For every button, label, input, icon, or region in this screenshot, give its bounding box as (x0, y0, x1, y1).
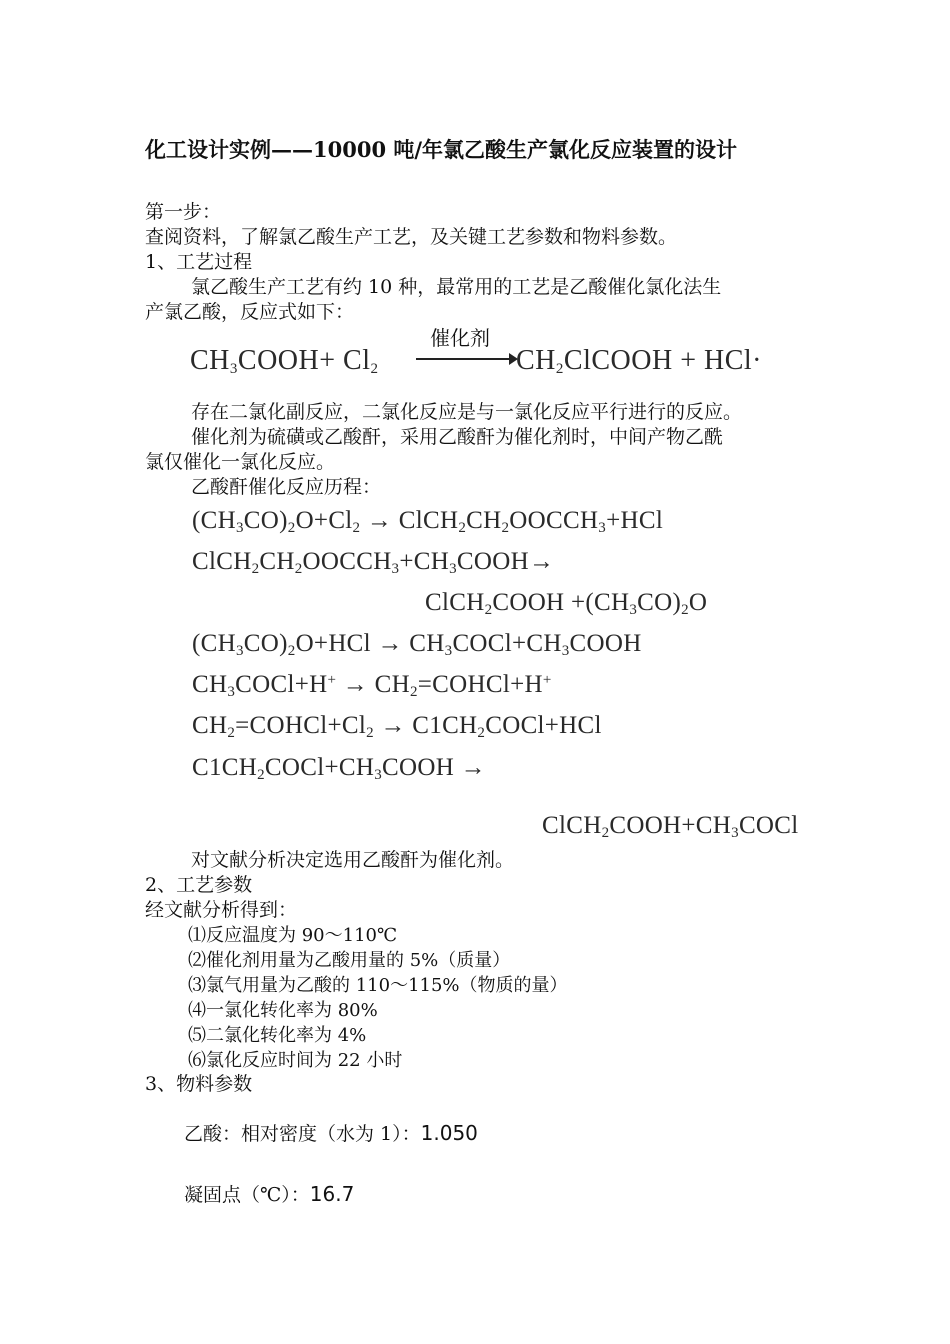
param-item: ⑹氯化反应时间为 22 小时 (188, 1050, 403, 1071)
material-density-value: 1.050 (420, 1121, 478, 1145)
material-density-row (184, 1120, 478, 1146)
paragraph-process-line2: 产氯乙酸，反应式如下： (145, 301, 355, 323)
freezing-point-value: 16.7 (309, 1182, 355, 1206)
param-item: ⑵催化剂用量为乙酸用量的 5%（质量） (188, 950, 511, 971)
mechanism-heading: 乙酸酐催化反应历程： (191, 476, 382, 498)
param-item: ⑷一氯化转化率为 80% (188, 1000, 378, 1021)
freezing-point-row (184, 1181, 354, 1207)
paragraph-catalyst-line1: 催化剂为硫磺或乙酸酐，采用乙酸酐为催化剂时，中间产物乙酰 (191, 426, 724, 448)
mechanism-equation-4: $CH_3COCl+H^+$ → $CH_2=COHCl+H^+$ (192, 671, 552, 700)
paragraph-side-reaction: 存在二氯化副反应，二氯化反应是与一氯化反应平行进行的反应。 (191, 401, 743, 423)
mechanism-equation-6a: $C1CH_2COCl+CH_3COOH$ → (192, 754, 486, 783)
material-density-label: 乙酸：相对密度（水为 1）： (184, 1123, 421, 1145)
mechanism-equation-3: $(CH_3CO)_2O+HCl$ → $CH_3COCl+CH_3COOH$ (192, 630, 642, 659)
conclusion-text: 对文献分析决定选用乙酸酐为催化剂。 (191, 849, 515, 871)
param-item: ⑶氯气用量为乙酸的 110～115%（物质的量） (188, 975, 568, 996)
main-equation-products: $CH_2ClCOOH + HCl\cdot$ (516, 345, 762, 377)
catalyst-label: 催化剂 (430, 326, 490, 350)
mechanism-equation-6b: $ClCH_2COOH+CH_3COCl$ (542, 812, 799, 841)
main-equation-reactants: $CH_3COOH+ Cl_2$ (190, 345, 379, 377)
reaction-arrow-icon (416, 358, 516, 360)
param-item: ⑴反应温度为 90～110℃ (188, 925, 398, 946)
freezing-point-label: 凝固点（℃）： (184, 1184, 310, 1206)
mechanism-equation-2b: ClCH$_2$COOH $+(CH_3CO)_2O$ (425, 589, 708, 618)
paragraph-catalyst-line2: 氯仅催化一氯化反应。 (145, 451, 336, 473)
step-label: 第一步： (145, 201, 222, 223)
section-heading-process: 1、工艺过程 (145, 251, 253, 273)
section-heading-materials: 3、物料参数 (145, 1073, 253, 1095)
mechanism-equation-1: $(CH_3CO)_2O+Cl_2$ → $ClCH_2CH_2OOCCH_3+HCl$ (192, 507, 664, 536)
section-heading-parameters: 2、工艺参数 (145, 874, 253, 896)
param-item: ⑸二氯化转化率为 4% (188, 1025, 367, 1046)
mechanism-equation-2a: $ClCH_2CH_2OOCCH_3+CH_3COOH\to$ (192, 548, 555, 577)
literature-result-label: 经文献分析得到： (145, 899, 298, 921)
document-title: 化工设计实例——10000 吨/年氯乙酸生产氯化反应装置的设计 (145, 137, 738, 162)
mechanism-equation-5: $CH_2=COHCl+Cl_2$ → $C1CH_2COCl+HCl$ (192, 712, 602, 741)
paragraph-process-line1: 氯乙酸生产工艺有约 10 种，最常用的工艺是乙酸催化氯化法生 (191, 276, 722, 298)
intro-text: 查阅资料，了解氯乙酸生产工艺，及关键工艺参数和物料参数。 (145, 226, 678, 248)
